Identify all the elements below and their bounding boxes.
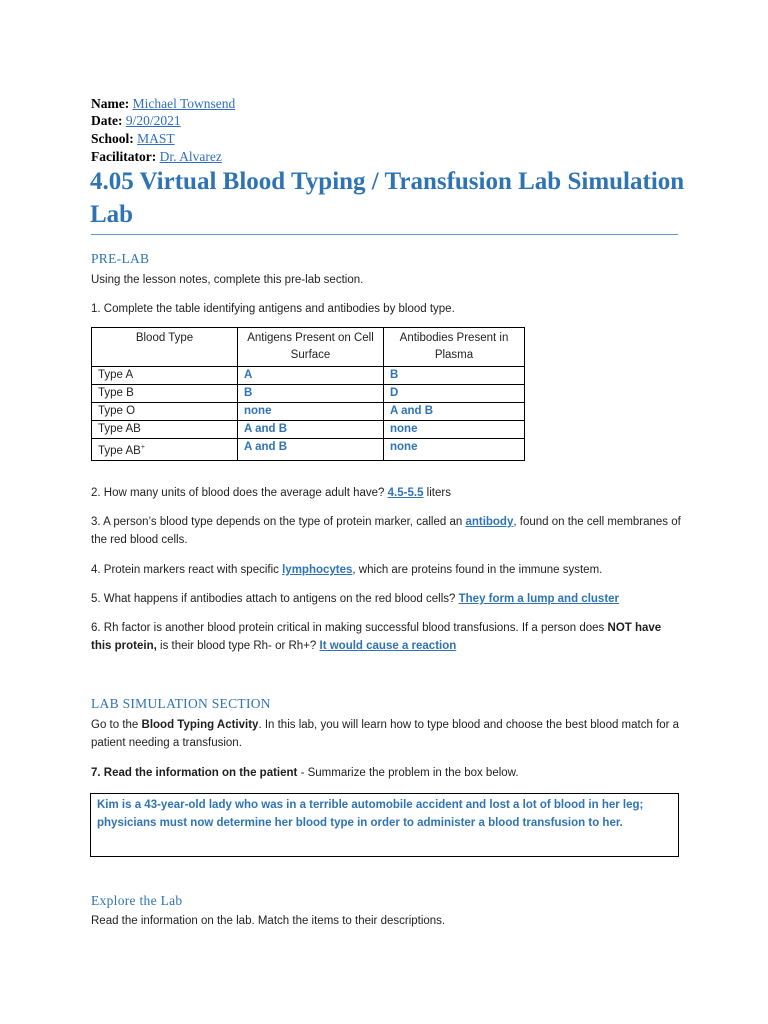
prelab-heading: PRE-LAB [91,251,150,266]
table-row [92,421,525,439]
rh-superscript: + [140,444,145,451]
name-line [91,95,235,112]
school-label: School: [91,131,134,146]
name-label: Name: [91,96,130,111]
q6-answer: It would cause a reaction [319,640,457,652]
blood-type-cell: Type AB [92,421,238,439]
question-7 [91,764,681,782]
name-value[interactable]: Michael Townsend [132,96,236,111]
table-header: Antigens Present on Cell Surface [238,328,384,367]
question-3 [91,513,681,549]
lab-intro [91,716,681,752]
question-1: 1. Complete the table identifying antigens and antibodies by blood type. [91,303,455,315]
antibodies-cell: none [384,421,525,439]
q6-bold: NOT have this protein, [91,622,662,652]
antibodies-cell: none [384,439,525,461]
date-value[interactable]: 9/20/2021 [125,113,181,128]
antigens-cell: B [238,385,384,403]
table-row [92,439,525,461]
explore-text: Read the information on the lab. Match the items to their descriptions. [91,915,446,927]
title-divider [91,234,678,235]
table-header: Blood Type [92,328,238,367]
antigens-cell: none [238,403,384,421]
table-row [92,367,525,385]
antibodies-cell: D [384,385,525,403]
question-5 [91,590,681,608]
blood-type-text: Type AB [98,444,141,457]
school-value[interactable]: MAST [137,131,175,146]
question-2 [91,484,681,502]
table-row [92,385,525,403]
q6-text: 6. Rh factor is another blood protein critical in making successful blood transfusions. If a person does [91,622,605,634]
q7-bold: 7. Read the information on the patient [91,767,298,779]
table-row [92,403,525,421]
q6-text-end: is their blood type Rh- or Rh+? [160,640,317,652]
q2-unit: liters [426,487,451,499]
blood-type-table [91,327,525,461]
lab-heading: LAB SIMULATION SECTION [91,696,271,711]
q4-text-end: , which are proteins found in the immune system. [352,564,603,576]
date-line [91,112,181,129]
q2-answer: 4.5-5.5 [387,487,424,499]
lab-intro-text-end: . In this lab, you will learn how to type blood and choose the best blood match for a patient needing a transfusion. [91,719,680,749]
blood-type-cell [92,439,238,461]
facilitator-label: Facilitator: [91,149,157,164]
antibodies-cell: B [384,367,525,385]
date-label: Date: [91,113,123,128]
antibodies-cell: A and B [384,403,525,421]
q3-text: 3. A person’s blood type depends on the type of protein marker, called an [91,516,463,528]
antigens-cell: A and B [238,421,384,439]
blood-type-cell: Type A [92,367,238,385]
facilitator-line [91,148,222,165]
antigens-cell: A and B [238,439,384,461]
q3-text-end: , found on the cell membranes of the red blood cells. [91,516,681,546]
q7-text: - Summarize the problem in the box below. [297,767,519,779]
blood-type-cell: Type O [92,403,238,421]
q5-answer: They form a lump and cluster [458,593,620,605]
question-4 [91,561,681,579]
question-6 [91,619,681,655]
prelab-intro: Using the lesson notes, complete this pre-lab section. [91,274,364,286]
activity-name: Blood Typing Activity [141,719,259,731]
q2-text: 2. How many units of blood does the average adult have? [91,487,385,499]
q4-answer: lymphocytes [282,564,353,576]
table-header: Antibodies Present in Plasma [384,328,525,367]
q5-text: 5. What happens if antibodies attach to antigens on the red blood cells? [91,593,456,605]
blood-type-cell: Type B [92,385,238,403]
explore-heading: Explore the Lab [91,893,183,908]
page-title: 4.05 Virtual Blood Typing / Transfusion Lab Simulation Lab [90,168,685,228]
summary-answer-box[interactable]: Kim is a 43-year-old lady who was in a terrible automobile accident and lost a lot of blood in her leg; physicians must now determine her blood type in order to administer a blood transfusion to her. [90,793,679,857]
facilitator-value[interactable]: Dr. Alvarez [159,149,222,164]
antigens-cell: A [238,367,384,385]
q4-text: 4. Protein markers react with specific [91,564,279,576]
school-line [91,130,175,147]
table-header-row [92,328,525,367]
q3-answer: antibody [465,516,514,528]
lab-intro-text: Go to the [91,719,139,731]
